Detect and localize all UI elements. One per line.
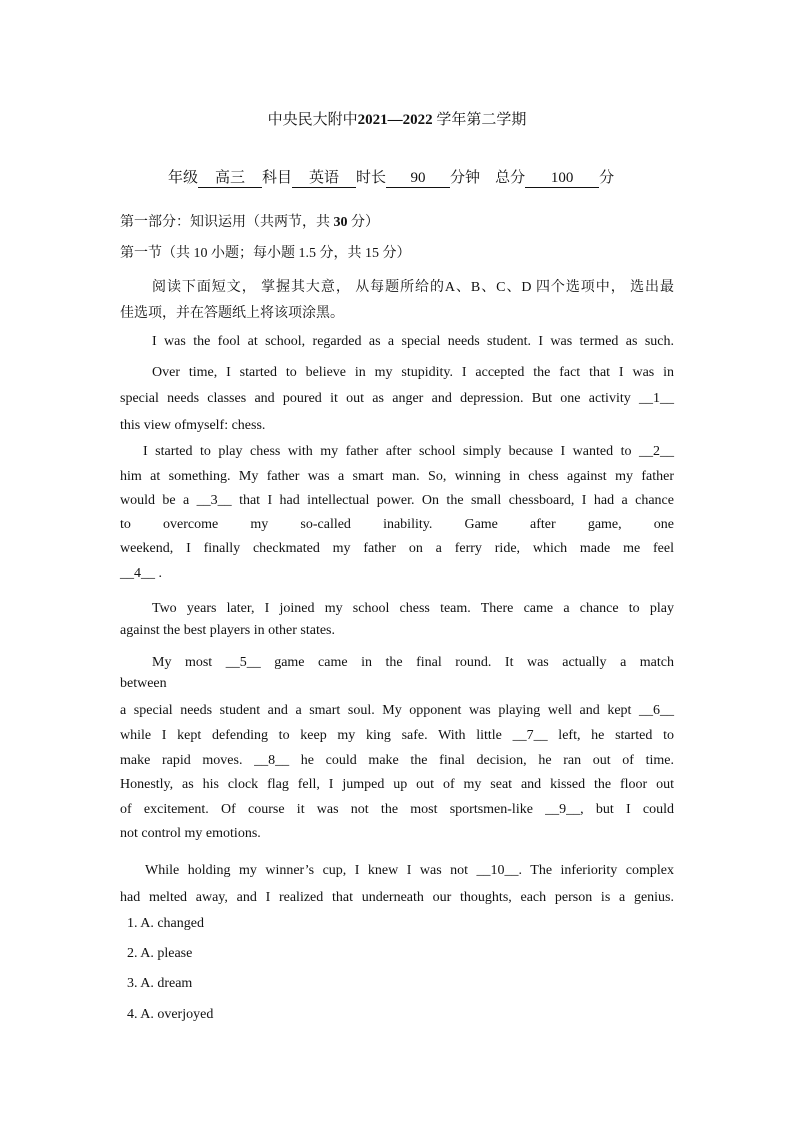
- passage-line: of excitement. Of course it was not the most sportsmen-like __9__, but I could: [120, 802, 674, 817]
- part-heading-text: 第一部分：知识运用（共两节，共: [120, 215, 330, 230]
- exam-meta: [168, 166, 668, 190]
- passage-line: While holding my winner’s cup, I knew I was not __10__. The inferiority complex: [145, 863, 674, 878]
- passage-line: special needs classes and poured it out as anger and depression. But one activity __1__: [120, 391, 674, 406]
- section-heading: 第一节（共 10 小题；每小题 1.5 分，共 15 分）: [120, 246, 411, 261]
- passage-line: I was the fool at school, regarded as a special needs student. I was termed as such.: [152, 334, 674, 349]
- subject-value: 英语: [292, 169, 356, 188]
- passage-line: had melted away, and I realized that underneath our thoughts, each person is a genius.: [120, 890, 674, 905]
- passage-line: make rapid moves. __8__ he could make the final decision, he ran out of time.: [120, 753, 674, 768]
- passage-line: between: [120, 676, 167, 691]
- passage-line: Two years later, I joined my school chess team. There came a chance to play: [152, 601, 674, 616]
- duration-unit: 分钟: [450, 170, 481, 186]
- part-heading-score: 30: [330, 215, 351, 230]
- passage-line: Over time, I started to believe in my stupidity. I accepted the fact that I was in: [152, 365, 674, 380]
- passage-line: weekend, I finally checkmated my father on a ferry ride, which made me feel: [120, 541, 674, 556]
- part-heading-end: 分）: [351, 215, 379, 230]
- title-years: 2021—2022: [357, 112, 433, 128]
- option-item: 3. A. dream: [127, 976, 193, 991]
- passage-line: My most __5__ game came in the final round. It was actually a match: [152, 655, 674, 670]
- passage-line: against the best players in other states.: [120, 623, 335, 638]
- passage-line: would be a __3__ that I had intellectual power. On the small chessboard, I had a chance: [120, 493, 674, 508]
- passage-line: while I kept defending to keep my king safe. With little __7__ left, he started to: [120, 728, 674, 743]
- part-heading: [120, 211, 674, 235]
- grade-value: 高三: [198, 169, 262, 188]
- passage-line: I started to play chess with my father after school simply because I wanted to __2__: [143, 444, 674, 459]
- exam-title: [0, 108, 794, 132]
- total-value: 100: [525, 169, 599, 188]
- duration-label: 时长: [356, 170, 387, 186]
- option-item: 4. A. overjoyed: [127, 1007, 214, 1022]
- passage-line: Honestly, as his clock flag fell, I jumped up out of my seat and kissed the floor out: [120, 777, 674, 792]
- total-unit: 分: [599, 170, 615, 186]
- duration-value: 90: [386, 169, 450, 188]
- option-item: 2. A. please: [127, 946, 193, 961]
- passage-line: to overcome my so-called inability. Game after game, one: [120, 517, 674, 532]
- passage-line: a special needs student and a smart soul. My opponent was playing well and kept __6__: [120, 703, 674, 718]
- instruction-line-1: 阅读下面短文， 掌握其大意， 从每题所给的A、B、C、D 四个选项中， 选出最: [152, 280, 674, 295]
- subject-label: 科目: [262, 170, 293, 186]
- passage-line: him at something. My father was a smart man. So, winning in chess against my father: [120, 469, 674, 484]
- instruction-line-2: 佳选项，并在答题纸上将该项涂黑。: [120, 306, 344, 321]
- passage-line: __4__ .: [120, 566, 162, 581]
- grade-label: 年级: [168, 170, 199, 186]
- passage-line: this view ofmyself: chess.: [120, 418, 266, 433]
- option-item: 1. A. changed: [127, 916, 204, 931]
- passage-line: not control my emotions.: [120, 826, 261, 841]
- total-label: 总分: [495, 170, 526, 186]
- title-term: 学年第二学期: [432, 112, 527, 128]
- title-school: 中央民大附中: [267, 112, 358, 128]
